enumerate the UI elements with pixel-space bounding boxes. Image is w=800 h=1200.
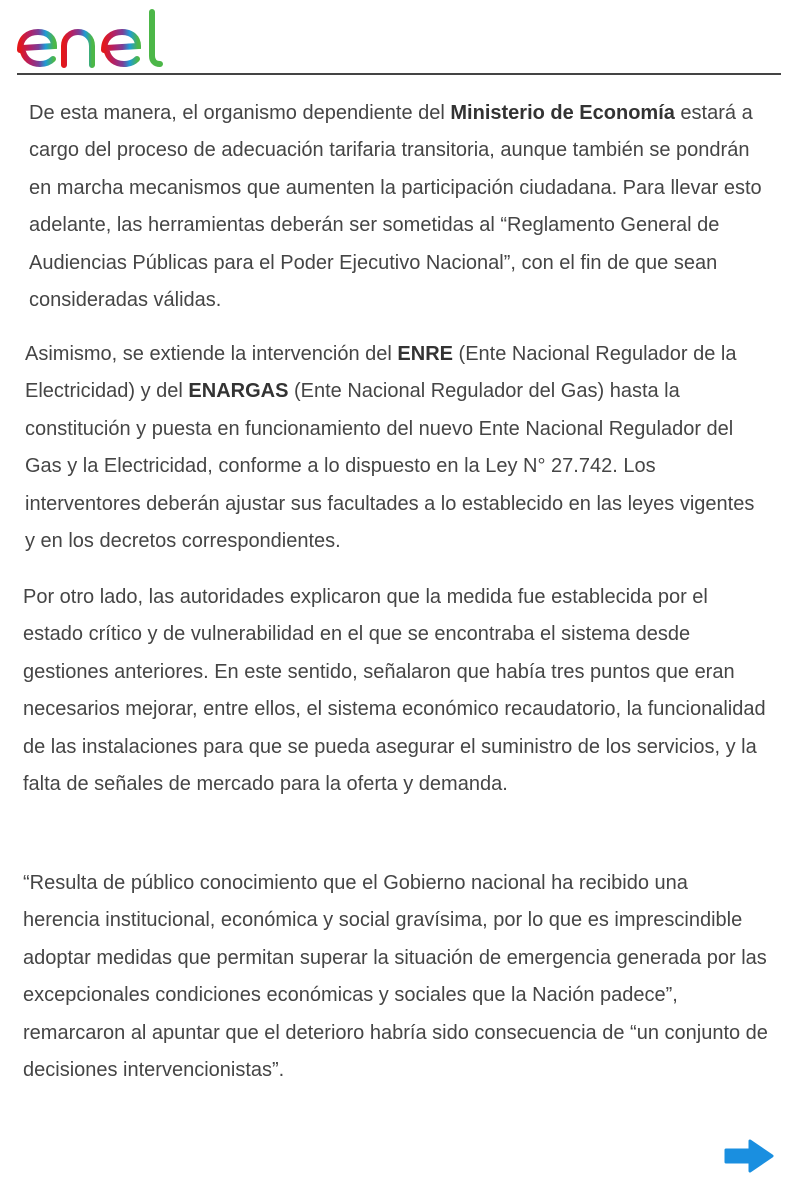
emphasized-text: ENARGAS	[188, 380, 289, 403]
article-paragraph	[25, 336, 769, 560]
paragraph-text: Por otro lado, las autoridades explicaron que la medida fue establecida por el estado crítico y de vulnerabilidad en el que se encontraba el sistema desde gestiones anteriores. En este sentido, señalaron que había tres puntos que eran necesarios mejorar, entre ellos, el sistema económico recaudatorio, la funcionalidad de las instalaciones para que se pueda asegurar el suministro de los servicios, y la falta de señales de mercado para la oferta y demanda.	[23, 586, 766, 796]
arrow-right-icon	[722, 1138, 776, 1174]
emphasized-text: ENRE	[397, 343, 453, 365]
paragraph-text: (Ente Nacional Regulador de la Electricidad) y del	[25, 343, 737, 403]
paragraph-text: estará a cargo del proceso de adecuación tarifaria transitoria, aunque también se pondrán en marcha mecanismos que aumenten la participación ciudadana. Para llevar esto adelante, las herramientas deberán ser sometidas al “Reglamento General de Audiencias Públicas para el Poder Ejecutivo Nacional”, con el fin de que sean consideradas válidas.	[29, 102, 762, 312]
article-paragraph	[29, 95, 769, 319]
paragraph-text: De esta manera, el organismo dependiente del	[29, 102, 451, 124]
paragraph-text: “Resulta de público conocimiento que el Gobierno nacional ha recibido una herencia institucional, económica y social gravísima, por lo que es imprescindible adoptar medidas que permitan superar la situación de emergencia generada por las excepcionales condiciones económicas y sociales que la Nación padece”, remarcaron al apuntar que el deterioro habría sido consecuencia de “un conjunto de decisiones intervencionistas”.	[23, 872, 768, 1082]
emphasized-text: Ministerio de Economía	[450, 102, 675, 124]
next-page-button[interactable]	[722, 1138, 776, 1174]
enel-logo-icon	[16, 8, 180, 70]
page-header	[0, 0, 800, 76]
paragraph-text: (Ente Nacional Regulador del Gas) hasta la constitución y puesta en funcionamiento del nuevo Ente Nacional Regulador del Gas y la Electricidad, conforme a lo dispuesto en la Ley N° 27.742. Los interventores deberán ajustar sus facultades a lo establecido en las leyes vigentes y en los decretos correspondientes.	[25, 380, 755, 553]
article-paragraph	[23, 579, 769, 803]
paragraph-text: Asimismo, se extiende la intervención del	[25, 343, 398, 365]
header-divider	[17, 73, 781, 75]
article-paragraph	[23, 865, 769, 1089]
enel-logo[interactable]	[16, 8, 180, 70]
